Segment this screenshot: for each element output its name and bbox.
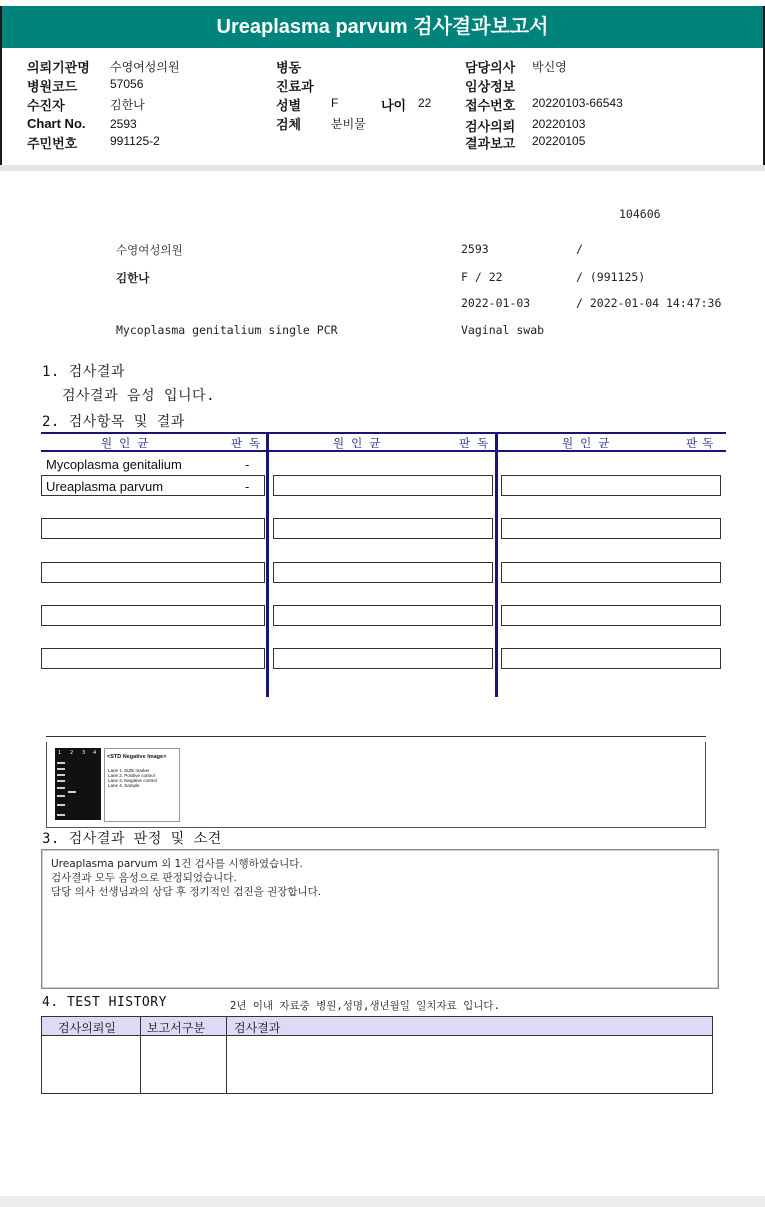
receipt-value: 20220103-66543 (532, 96, 623, 110)
history-table-header (41, 1016, 713, 1036)
gel-legend-line-2: Lane 2. Positive control (108, 773, 155, 778)
report-value: 20220105 (532, 134, 586, 148)
row4-cell-col1 (41, 562, 265, 583)
report-label: 결과보고 (465, 136, 516, 151)
header-separator (0, 165, 765, 171)
section3-title: 3. 검사결과 판정 및 소견 (42, 831, 222, 847)
row2-cell-col2 (273, 475, 493, 496)
row5-cell-col1 (41, 605, 265, 626)
section4-note: 2년 이내 자료중 병원,성명,생년월일 일치자료 입니다. (230, 1000, 500, 1012)
row2-pathogen: Ureaplasma parvum (46, 479, 164, 494)
sex-value: F (331, 96, 339, 110)
report-birth: / (991125) (576, 270, 646, 284)
id-label: 주민번호 (27, 136, 78, 151)
institution-label: 의뢰기관명 (27, 60, 90, 75)
gel-legend-line-1: Lane 1. SIZE marker (108, 768, 150, 773)
hospital-code-value: 57056 (110, 77, 144, 91)
chart-label: Chart No. (27, 116, 86, 131)
row2-result: - (245, 479, 250, 494)
section2-title: 2. 검사항목 및 결과 (42, 414, 185, 430)
image-top-rule (46, 736, 706, 737)
report-clinic: 수영여성의원 (116, 243, 183, 257)
marker-band (57, 804, 65, 806)
gel-legend (104, 748, 180, 822)
age-value: 22 (418, 96, 432, 110)
specimen-label: 검체 (276, 117, 302, 132)
gel-legend-title: <STD Negative Image> (107, 754, 167, 760)
history-divider-1 (140, 1016, 141, 1094)
col-result-header-2: 판독 (459, 436, 496, 450)
history-col-report-type: 보고서구분 (147, 1021, 205, 1035)
dept-label: 진료과 (276, 79, 314, 94)
marker-band (57, 787, 65, 789)
lane-2-number: 2 (70, 750, 74, 756)
doctor-value: 박신영 (532, 60, 567, 74)
row5-cell-col2 (273, 605, 493, 626)
section4-title: 4. TEST HISTORY (42, 995, 167, 1010)
report-name: 김한나 (116, 271, 150, 285)
clinical-label: 임상정보 (465, 79, 516, 94)
marker-band (57, 762, 65, 764)
row4-cell-col2 (273, 562, 493, 583)
row6-cell-col2 (273, 648, 493, 669)
col-result-header-1: 판독 (231, 436, 268, 450)
col-pathogen-header-2: 원인균 (333, 436, 388, 450)
patient-value: 김한나 (110, 98, 145, 112)
institution-value: 수영여성의원 (110, 60, 180, 74)
report-chart-slash: / (576, 242, 583, 256)
table-top-rule (41, 432, 726, 434)
marker-band (57, 814, 65, 816)
lane-1-number: 1 (58, 750, 62, 756)
history-col-request-date: 검사의뢰일 (58, 1021, 116, 1035)
marker-band (57, 795, 65, 797)
report-date-received: 2022-01-03 (461, 296, 531, 310)
section1-text: 검사결과 음성 입니다. (62, 388, 216, 404)
request-value: 20220103 (532, 117, 586, 131)
row6-cell-col3 (501, 648, 721, 669)
report-specimen: Vaginal swab (461, 323, 545, 337)
row3-cell-col3 (501, 518, 721, 539)
marker-band (57, 780, 65, 782)
opinion-line-3: 담당 의사 선생님과의 상담 후 정기적인 검진을 권장합니다. (51, 886, 322, 898)
receipt-label: 접수번호 (465, 98, 516, 113)
col-pathogen-header-3: 원인균 (562, 436, 617, 450)
request-label: 검사의뢰 (465, 119, 516, 134)
report-date-reported: / 2022-01-04 14:47:36 (576, 296, 722, 310)
positive-control-band (68, 791, 76, 793)
section1-title: 1. 검사결과 (42, 364, 125, 380)
row4-cell-col3 (501, 562, 721, 583)
table-divider-2 (495, 432, 498, 697)
history-divider-2 (226, 1016, 227, 1094)
row3-cell-col2 (273, 518, 493, 539)
doctor-label: 담당의사 (465, 60, 516, 75)
gel-legend-line-4: Lane 4. Sample (108, 783, 140, 788)
report-sex-age: F / 22 (461, 270, 503, 284)
chart-value: 2593 (110, 117, 137, 131)
report-test-name: Mycoplasma genitalium single PCR (116, 323, 338, 337)
col-pathogen-header-1: 원인균 (101, 436, 156, 450)
history-bottom-rule (41, 1093, 713, 1094)
marker-band (57, 768, 65, 770)
opinion-line-1: Ureaplasma parvum 외 1건 검사를 시행하였습니다. (51, 858, 303, 870)
row1-result: - (245, 457, 250, 472)
marker-band (57, 774, 65, 776)
report-title: Ureaplasma parvum 검사결과보고서 (216, 16, 549, 38)
hospital-code-label: 병원코드 (27, 79, 78, 94)
report-number: 104606 (619, 207, 661, 221)
row5-cell-col3 (501, 605, 721, 626)
col-result-header-3: 판독 (686, 436, 719, 450)
history-col-result: 검사결과 (234, 1021, 281, 1035)
lane-3-number: 3 (82, 750, 86, 756)
gel-legend-line-3: Lane 3. Negative control (108, 778, 157, 783)
ward-label: 병동 (276, 60, 302, 75)
history-border-right (712, 1016, 713, 1094)
lane-4-number: 4 (93, 750, 97, 756)
history-border-left (41, 1016, 42, 1094)
page-bottom-band (0, 1196, 765, 1207)
row2-cell-col3 (501, 475, 721, 496)
gel-electrophoresis-image (55, 748, 101, 820)
row3-cell-col1 (41, 518, 265, 539)
table-divider-1 (266, 432, 269, 697)
sex-label: 성별 (276, 98, 302, 113)
row6-cell-col1 (41, 648, 265, 669)
row1-pathogen: Mycoplasma genitalium (46, 457, 182, 472)
report-chart: 2593 (461, 242, 489, 256)
id-value: 991125-2 (110, 134, 160, 148)
specimen-value: 분비물 (331, 117, 366, 131)
patient-label: 수진자 (27, 98, 65, 113)
opinion-line-2: 검사결과 모두 음성으로 판정되었습니다. (51, 872, 237, 884)
age-label: 나이 (381, 98, 407, 113)
report-header-bar (0, 6, 765, 48)
